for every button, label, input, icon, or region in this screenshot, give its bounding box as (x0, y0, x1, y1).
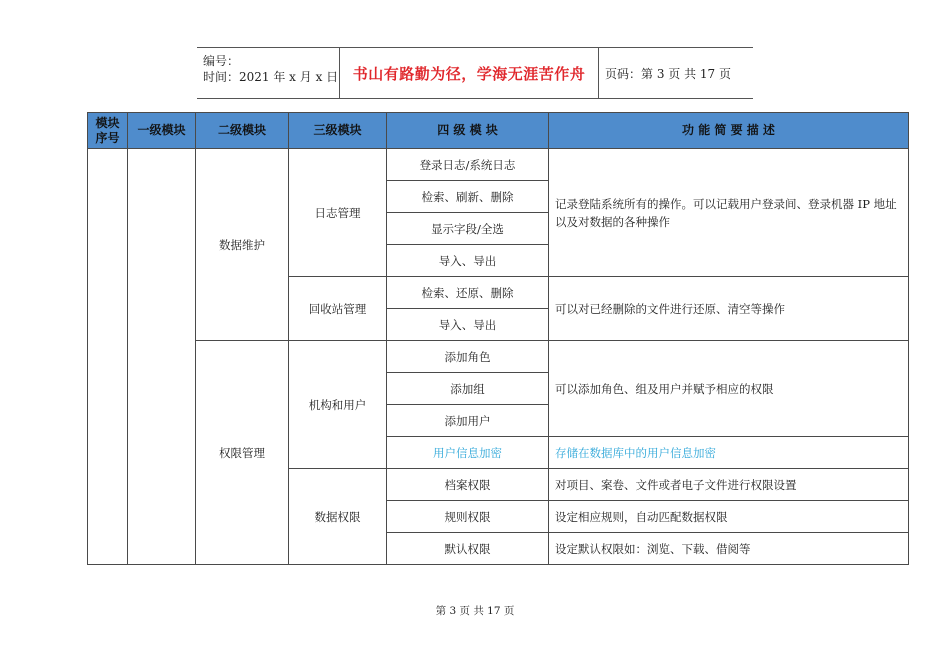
level4-cell: 添加角色 (387, 341, 549, 373)
col-header-level1: 一级模块 (128, 113, 196, 149)
level3-cell: 回收站管理 (289, 277, 387, 341)
header-info-cell (197, 48, 339, 98)
level4-cell: 导入、导出 (387, 309, 549, 341)
table-row (88, 341, 909, 373)
level4-cell: 检索、刷新、删除 (387, 181, 549, 213)
description-cell: 对项目、案卷、文件或者电子文件进行权限设置 (549, 469, 909, 501)
level4-cell: 导入、导出 (387, 245, 549, 277)
level3-cell: 数据权限 (289, 469, 387, 565)
header-motto-cell (339, 48, 599, 98)
level4-cell: 默认权限 (387, 533, 549, 565)
level4-cell: 规则权限 (387, 501, 549, 533)
description-cell: 可以对已经删除的文件进行还原、清空等操作 (549, 277, 909, 341)
level2-cell: 权限管理 (196, 341, 289, 565)
time-label: 时间：2021 年 x 月 x 日 (203, 70, 339, 84)
document-header (197, 47, 753, 99)
level4-cell: 显示字段/全选 (387, 213, 549, 245)
header-page-cell (599, 48, 753, 98)
table-row (88, 149, 909, 181)
description-cell: 设定默认权限如：浏览、下载、借阅等 (549, 533, 909, 565)
module-table (87, 112, 909, 565)
level2-cell: 数据维护 (196, 149, 289, 341)
description-cell: 记录登陆系统所有的操作。可以记载用户登录间、登录机器 IP 地址以及对数据的各种操作 (549, 149, 909, 277)
page-info: 页码：第 3 页 共 17 页 (605, 66, 731, 81)
col-header-level4: 四 级 模 块 (387, 113, 549, 149)
level4-cell: 检索、还原、删除 (387, 277, 549, 309)
level4-cell-highlight: 用户信息加密 (387, 437, 549, 469)
description-cell-highlight: 存储在数据库中的用户信息加密 (549, 437, 909, 469)
description-cell: 可以添加角色、组及用户并赋予相应的权限 (549, 341, 909, 437)
level4-cell: 添加组 (387, 373, 549, 405)
level4-cell: 档案权限 (387, 469, 549, 501)
level3-cell: 机构和用户 (289, 341, 387, 469)
level3-cell: 日志管理 (289, 149, 387, 277)
page-footer: 第 3 页 共 17 页 (435, 605, 515, 617)
level4-cell: 添加用户 (387, 405, 549, 437)
module-no-cell (88, 149, 128, 565)
table-header-row (88, 113, 909, 149)
description-cell: 设定相应规则，自动匹配数据权限 (549, 501, 909, 533)
col-header-level3: 三级模块 (289, 113, 387, 149)
col-header-module-no: 模块序号 (88, 113, 128, 149)
motto-text: 书山有路勤为径，学海无涯苦作舟 (352, 64, 586, 83)
level1-cell (128, 149, 196, 565)
col-header-level2: 二级模块 (196, 113, 289, 149)
level4-cell: 登录日志/系统日志 (387, 149, 549, 181)
col-header-description: 功 能 简 要 描 述 (549, 113, 909, 149)
number-label: 编号： (203, 54, 240, 68)
